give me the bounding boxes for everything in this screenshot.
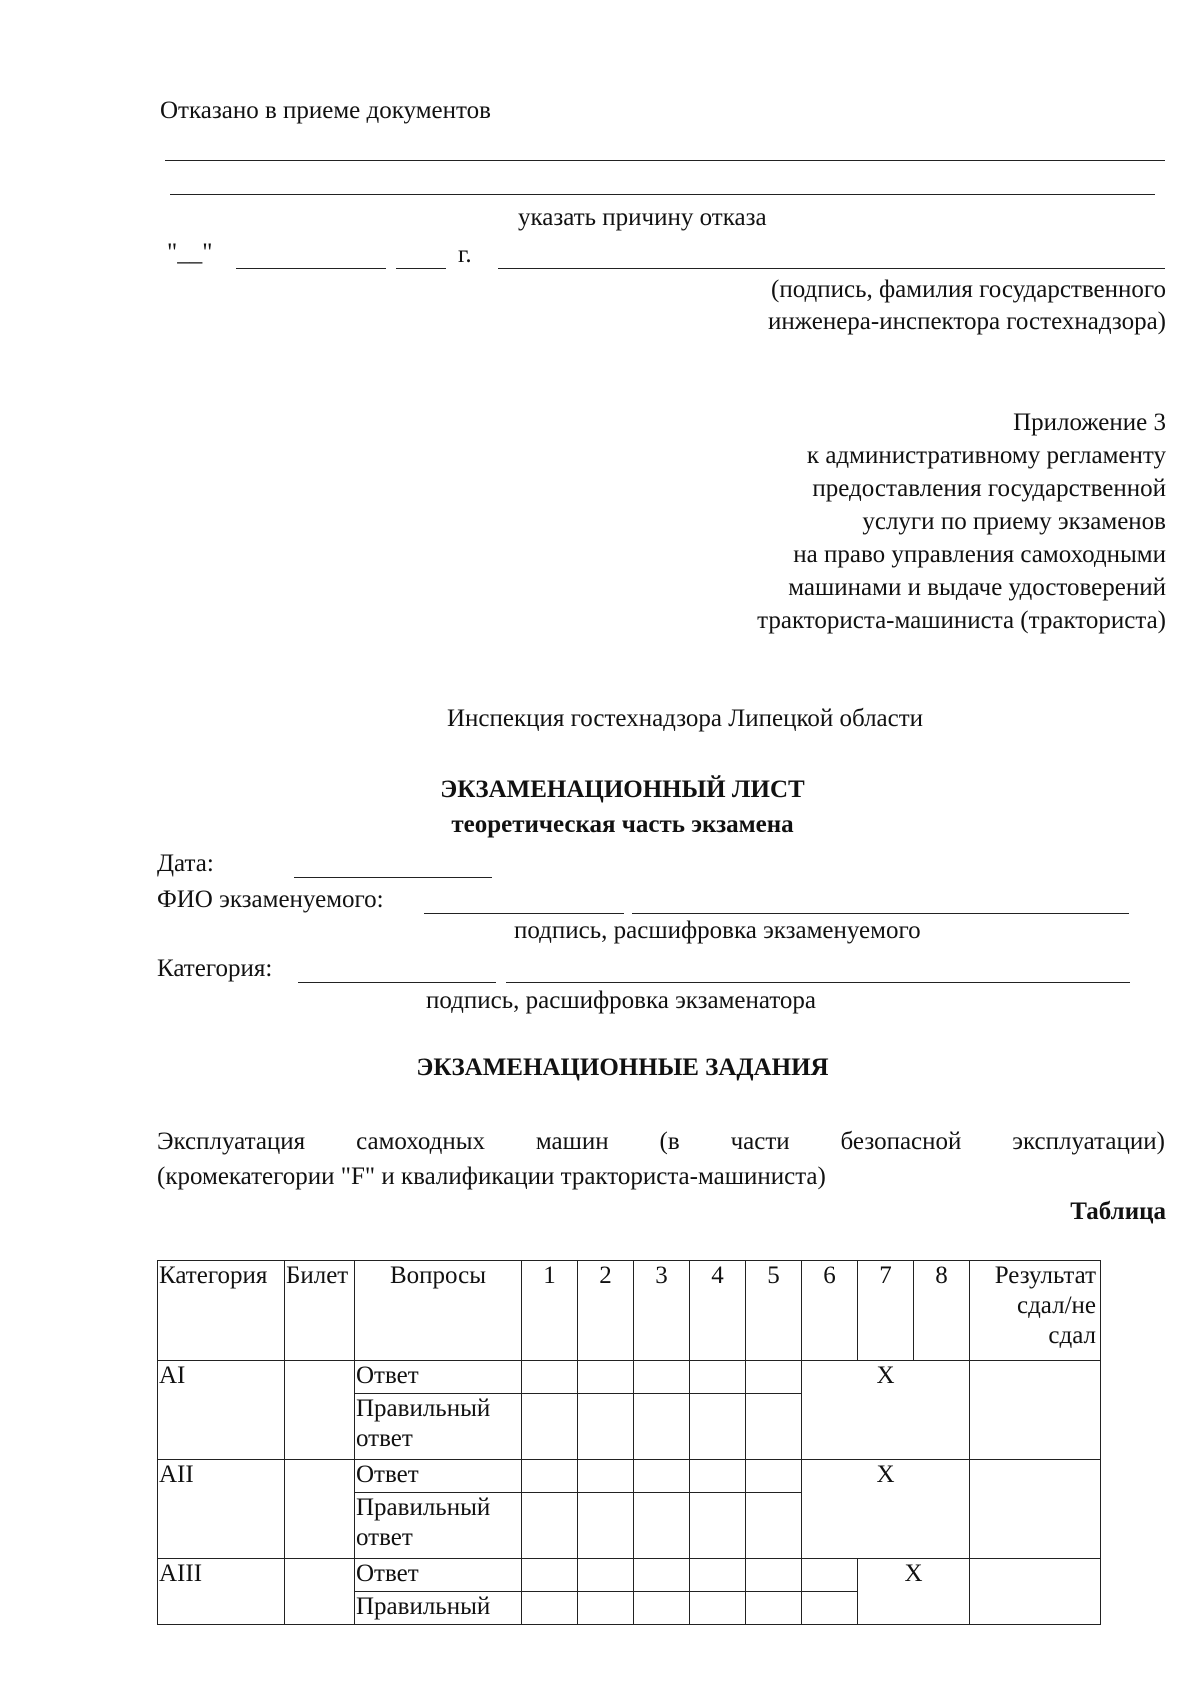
- examiner-name-line: [506, 982, 1130, 983]
- excluded-mark: X: [858, 1559, 970, 1625]
- header-questions: Вопросы: [355, 1261, 522, 1361]
- table-row: [158, 1361, 1101, 1394]
- correct-cell[interactable]: [634, 1394, 690, 1460]
- header-ticket: Билет: [285, 1261, 355, 1361]
- description-word: эксплуатации): [1012, 1128, 1165, 1155]
- appendix-line: на право управления самоходными: [793, 541, 1166, 568]
- row-ticket-cell[interactable]: [285, 1361, 355, 1460]
- header-q1: 1: [522, 1261, 578, 1361]
- sheet-subtitle: теоретическая часть экзамена: [451, 811, 794, 838]
- correct-cell[interactable]: [522, 1394, 578, 1460]
- header-result-line-2: сдал/не: [1016, 1292, 1096, 1319]
- header-q2: 2: [578, 1261, 634, 1361]
- correct-label-line-2: ответ: [356, 1524, 413, 1551]
- row-correct-label: [355, 1394, 522, 1460]
- answer-cell[interactable]: [634, 1361, 690, 1394]
- appendix-line: предоставления государственной: [812, 475, 1166, 502]
- correct-cell[interactable]: [578, 1493, 634, 1559]
- correct-cell[interactable]: [634, 1592, 690, 1625]
- correct-label-line-1: Правильный: [356, 1494, 491, 1521]
- answer-cell[interactable]: [690, 1559, 746, 1592]
- row-correct-label: Правильный: [355, 1592, 522, 1625]
- header-result-line-1: Результат: [994, 1262, 1096, 1289]
- row-ticket-cell[interactable]: [285, 1460, 355, 1559]
- refusal-reason-line-2: [170, 194, 1155, 195]
- description-word: Эксплуатация: [157, 1128, 306, 1155]
- correct-cell[interactable]: [690, 1394, 746, 1460]
- correct-cell[interactable]: [522, 1592, 578, 1625]
- examinee-signature-line: [424, 913, 624, 914]
- appendix-line: тракториста-машиниста (тракториста): [757, 607, 1166, 634]
- description-word: безопасной: [840, 1128, 962, 1155]
- header-category: Категория: [158, 1261, 285, 1361]
- description-word: (в: [659, 1128, 680, 1155]
- row-answer-label: Ответ: [355, 1559, 522, 1592]
- answer-cell[interactable]: [634, 1460, 690, 1493]
- tasks-heading: ЭКЗАМЕНАЦИОННЫЕ ЗАДАНИЯ: [416, 1054, 829, 1081]
- correct-label-line-2: ответ: [356, 1425, 413, 1452]
- date-month-line: [236, 268, 386, 269]
- header-q6: 6: [802, 1261, 858, 1361]
- row-answer-label: Ответ: [355, 1460, 522, 1493]
- header-result: [970, 1261, 1101, 1361]
- correct-cell[interactable]: [522, 1493, 578, 1559]
- appendix-line: к административному регламенту: [806, 442, 1166, 469]
- correct-cell[interactable]: [690, 1592, 746, 1625]
- correct-cell[interactable]: [578, 1592, 634, 1625]
- result-cell[interactable]: [970, 1460, 1101, 1559]
- answer-cell[interactable]: [578, 1361, 634, 1394]
- header-q8: 8: [914, 1261, 970, 1361]
- date-field-line: [294, 877, 492, 878]
- exam-table: [157, 1260, 1101, 1625]
- correct-cell[interactable]: [690, 1493, 746, 1559]
- examiner-hint: подпись, расшифровка экзаменатора: [426, 987, 817, 1014]
- table-header-row: [158, 1261, 1101, 1361]
- reason-hint: указать причину отказа: [518, 204, 767, 231]
- sheet-title: ЭКЗАМЕНАЦИОННЫЙ ЛИСТ: [440, 776, 805, 803]
- correct-label-line-1: Правильный: [356, 1395, 491, 1422]
- header-q7: 7: [858, 1261, 914, 1361]
- excluded-mark: X: [802, 1460, 970, 1559]
- answer-cell[interactable]: [578, 1460, 634, 1493]
- signature-line: [498, 268, 1165, 269]
- examinee-hint: подпись, расшифровка экзаменуемого: [514, 917, 921, 944]
- answer-cell[interactable]: [634, 1559, 690, 1592]
- examiner-signature-line: [298, 982, 496, 983]
- answer-cell[interactable]: [746, 1460, 802, 1493]
- year-suffix: г.: [458, 241, 472, 268]
- correct-cell[interactable]: [746, 1592, 802, 1625]
- tasks-description-line-2: (кромекатегории "F" и квалификации тракториста-машиниста): [157, 1163, 826, 1190]
- correct-cell[interactable]: [802, 1592, 858, 1625]
- header-result-line-3: сдал: [1048, 1322, 1096, 1349]
- row-ticket-cell[interactable]: [285, 1559, 355, 1625]
- table-row: [158, 1460, 1101, 1493]
- refusal-reason-line-1: [165, 160, 1165, 161]
- answer-cell[interactable]: [522, 1559, 578, 1592]
- examinee-name-line: [632, 913, 1129, 914]
- result-cell[interactable]: [970, 1559, 1101, 1625]
- name-label: ФИО экзаменуемого:: [157, 886, 384, 913]
- excluded-mark: X: [802, 1361, 970, 1460]
- answer-cell[interactable]: [522, 1361, 578, 1394]
- signature-hint-1: (подпись, фамилия государственного: [771, 276, 1166, 303]
- answer-cell[interactable]: [578, 1559, 634, 1592]
- answer-cell[interactable]: [746, 1361, 802, 1394]
- correct-cell[interactable]: [746, 1394, 802, 1460]
- description-word: самоходных: [356, 1128, 485, 1155]
- table-row: [158, 1559, 1101, 1592]
- signature-hint-2: инженера-инспектора гостехнадзора): [768, 308, 1166, 335]
- correct-cell[interactable]: [746, 1493, 802, 1559]
- correct-cell[interactable]: [634, 1493, 690, 1559]
- header-q3: 3: [634, 1261, 690, 1361]
- answer-cell[interactable]: [522, 1460, 578, 1493]
- description-word: машин: [535, 1128, 609, 1155]
- table-label: Таблица: [1070, 1198, 1166, 1225]
- answer-cell[interactable]: [802, 1559, 858, 1592]
- appendix-line: машинами и выдаче удостоверений: [788, 574, 1166, 601]
- date-year-line: [396, 268, 446, 269]
- correct-cell[interactable]: [578, 1394, 634, 1460]
- answer-cell[interactable]: [746, 1559, 802, 1592]
- tasks-description-line-1: [157, 1127, 1165, 1157]
- result-cell[interactable]: [970, 1361, 1101, 1460]
- answer-cell[interactable]: [690, 1361, 746, 1394]
- row-category: AIII: [158, 1559, 285, 1625]
- category-label: Категория:: [157, 955, 273, 982]
- date-quotes: "__": [167, 239, 213, 266]
- refusal-heading: Отказано в приеме документов: [160, 97, 491, 124]
- date-label: Дата:: [157, 850, 214, 877]
- row-answer-label: Ответ: [355, 1361, 522, 1394]
- row-category: AI: [158, 1361, 285, 1460]
- appendix-line: услуги по приему экзаменов: [862, 508, 1166, 535]
- description-word: части: [730, 1128, 790, 1155]
- header-q4: 4: [690, 1261, 746, 1361]
- appendix-line: Приложение 3: [1013, 409, 1166, 436]
- header-q5: 5: [746, 1261, 802, 1361]
- organization-name: Инспекция гостехнадзора Липецкой области: [447, 705, 924, 732]
- row-correct-label: [355, 1493, 522, 1559]
- row-category: AII: [158, 1460, 285, 1559]
- answer-cell[interactable]: [690, 1460, 746, 1493]
